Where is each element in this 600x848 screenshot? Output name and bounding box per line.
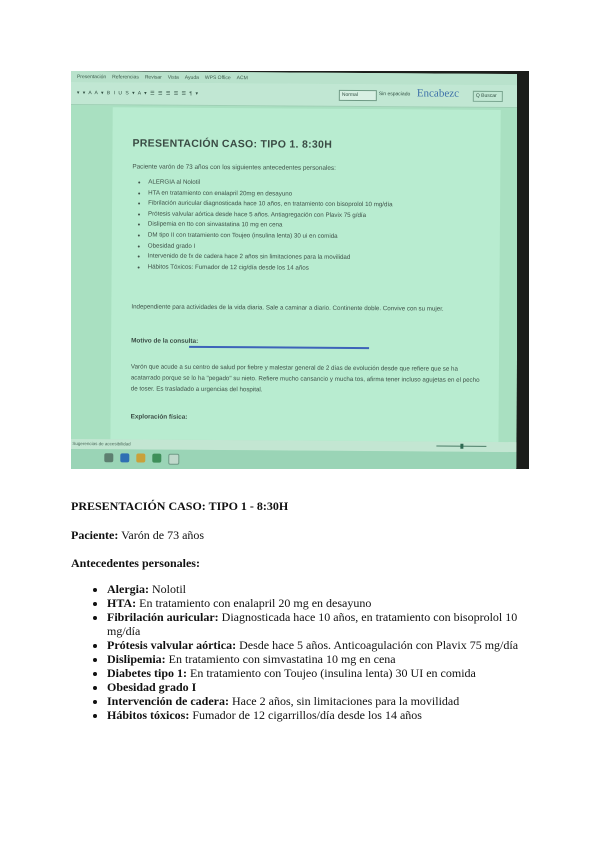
list-item xyxy=(107,652,531,666)
list-item xyxy=(107,582,531,596)
item-label: Hábitos tóxicos: xyxy=(107,708,190,722)
item-value: Diagnosticada hace 10 años, en tratamiento con bisoprolol 10 mg/día xyxy=(107,610,518,638)
taskbar-icon xyxy=(152,454,161,463)
underline-decoration xyxy=(189,346,369,349)
screen-list-item: • Obesidad grado I xyxy=(148,241,393,253)
list-item xyxy=(107,610,531,638)
screen-list-item: • Fibrilación auricular diagnosticada hace 10 años, en tratamiento con bisoprolol 10 mg/día xyxy=(148,199,393,211)
item-value: En tratamiento con simvastatina 10 mg en cena xyxy=(165,652,396,666)
screen-doc-intro: Paciente varón de 73 años con los siguientes antecedentes personales: xyxy=(132,163,336,172)
patient-label: Paciente: xyxy=(71,528,119,542)
list-item xyxy=(107,708,531,722)
zoom-knob xyxy=(460,444,463,449)
screen-doc-title: PRESENTACIÓN CASO: TIPO 1. 8:30H xyxy=(132,137,333,151)
item-label: Diabetes tipo 1: xyxy=(107,666,187,680)
item-value: Nolotil xyxy=(148,582,186,596)
item-label: Prótesis valvular aórtica: xyxy=(107,638,237,652)
list-item xyxy=(107,694,531,708)
screen-list-item: • Intervenido de fx de cadera hace 2 años sin limitaciones para la movilidad xyxy=(148,252,393,264)
format-tools-icon: ▾ ▾ A A ▾ B I U S ▾ A ▾ ☰ ☰ ☰ ☰ ☰ ¶ ▾ xyxy=(76,90,200,97)
screen-list-item: • Dislipemia en tto con sinvastatina 10 mg en cena xyxy=(148,220,393,232)
projected-window xyxy=(71,71,519,468)
item-label: HTA: xyxy=(107,596,137,610)
item-label: Alergia: xyxy=(107,582,149,596)
item-value: En tratamiento con enalapril 20 mg en desayuno xyxy=(136,596,372,610)
screen-doc-list xyxy=(138,177,393,274)
screen-exploracion-label: Exploración física: xyxy=(130,413,188,421)
item-label: Fibrilación auricular: xyxy=(107,610,219,624)
ribbon-toolbar xyxy=(71,82,519,108)
projected-screen-photo xyxy=(71,71,529,469)
antecedentes-list xyxy=(71,582,531,722)
screen-list-item: • Prótesis valvular aórtica desde hace 5 años. Antiagregación con Plavix 75 g/día xyxy=(148,209,393,221)
menu-item: Ayuda xyxy=(184,74,199,81)
taskbar-icon xyxy=(120,453,129,462)
screen-list-item: • ALERGIA al Nolotil xyxy=(148,178,393,190)
screen-motivo-label: Motivo de la consulta: xyxy=(131,337,199,345)
taskbar xyxy=(71,449,516,469)
menu-item: ACM xyxy=(236,74,248,81)
screen-list-item: • Hábitos Tóxicos: Fumador de 12 cig/día desde los 14 años xyxy=(148,262,393,274)
menu-item: Referencias xyxy=(112,73,139,80)
style-heading: Encabezc xyxy=(416,87,460,100)
list-item xyxy=(107,638,531,652)
item-value: Hace 2 años, sin limitaciones para la movilidad xyxy=(228,694,460,708)
menu-item: Revisar xyxy=(144,74,162,81)
menu-item: Presentación xyxy=(76,73,107,80)
list-item xyxy=(107,596,531,610)
style-normal: Normal xyxy=(339,90,377,101)
item-label: Dislipemia: xyxy=(107,652,166,666)
menu-item: WPS Office xyxy=(204,74,231,81)
menu-item: Vista xyxy=(167,74,179,81)
screen-para-motivo: Varón que acude a su centro de salud por fiebre y malestar general de 2 días de evolución desde que refiere que se ha acatarrado porque se lo ha "pegado" su nieto. Refiere mucho cansancio y mucha tos, afirma tener incluso agujetas en el pecho de toser. Es trasladado a urgencias del hospital. xyxy=(130,363,480,394)
style-no-spacing: Sin espaciado xyxy=(378,91,411,98)
patient-value: Varón de 73 años xyxy=(118,528,205,542)
item-label: Intervención de cadera: xyxy=(107,694,229,708)
search-box: Q Buscar xyxy=(473,91,503,102)
item-value: Fumador de 12 cigarrillos/día desde los 14 años xyxy=(189,708,422,722)
antecedentes-heading: Antecedentes personales: xyxy=(71,556,200,570)
item-value: En tratamiento con Toujeo (insulina lenta) 30 UI en comida xyxy=(187,666,476,680)
screen-list-item: • HTA en tratamiento con enalapril 20mg en desayuno xyxy=(148,188,393,200)
document-title: PRESENTACIÓN CASO: TIPO 1 - 8:30H xyxy=(71,499,289,513)
taskbar-icon xyxy=(168,454,179,465)
list-item xyxy=(107,666,531,680)
status-text: Sugerencias de accesibilidad xyxy=(72,441,131,447)
list-item xyxy=(107,680,531,694)
screen-para-independence: Independiente para actividades de la vida diaria. Sale a caminar a diario. Continente doble. Convive con su mujer. xyxy=(131,303,444,313)
item-value: Desde hace 5 años. Anticoagulación con Plavix 75 mg/día xyxy=(236,638,519,652)
photo-border xyxy=(517,71,529,469)
screen-list-item: • DM tipo II con tratamiento con Toujeo (insulina lenta) 30 ui en comida xyxy=(148,231,393,243)
taskbar-icon xyxy=(136,453,145,462)
item-label: Obesidad grado I xyxy=(107,680,197,694)
taskbar-icon xyxy=(104,453,113,462)
screen-page xyxy=(110,107,500,442)
patient-line xyxy=(71,528,204,543)
